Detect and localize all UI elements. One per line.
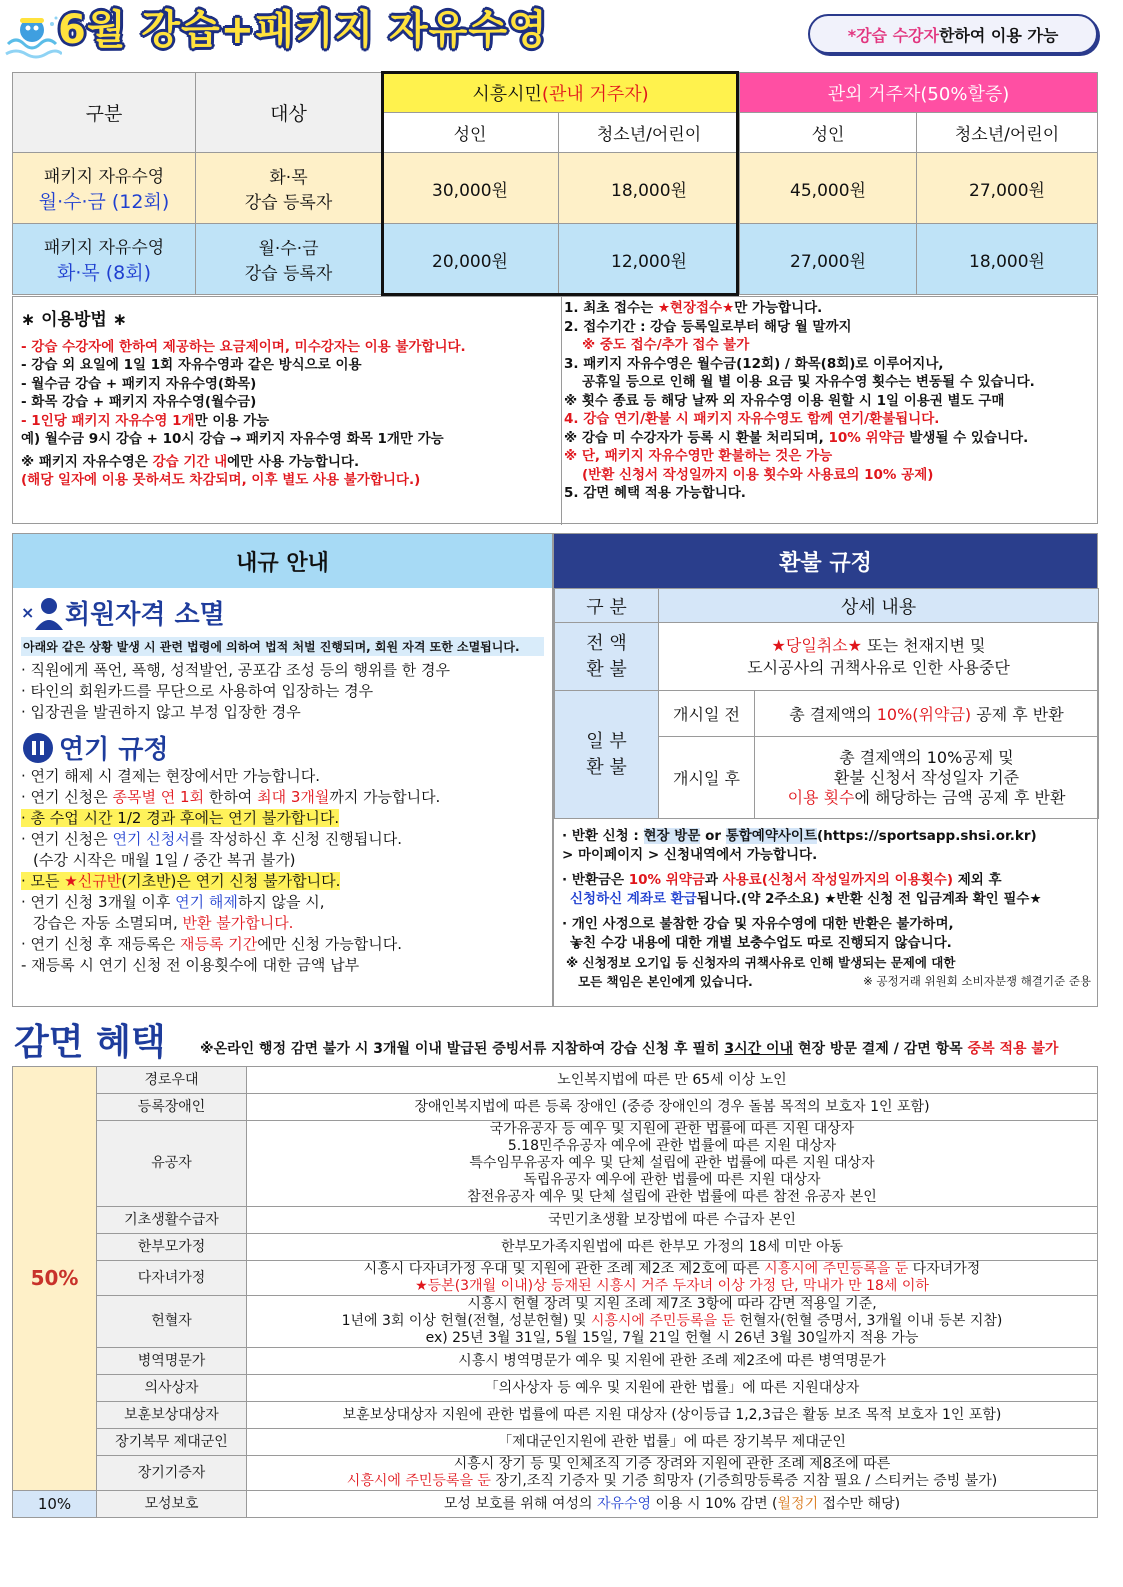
discount-desc: 「제대군인지원에 관한 법률」에 따른 장기복무 제대군인 <box>247 1429 1098 1456</box>
delay-item <box>21 892 544 913</box>
note-fragment: ※ 공정거래 위원회 소비자분쟁 해결기준 준용 <box>863 974 1091 988</box>
detail-fragment: 이용 횟수 <box>787 787 855 807</box>
usage-line: (해당 일자에 이용 못하셔도 차감되며, 이후 별도 사용 불가합니다.) <box>21 472 421 488</box>
usage-line: ※ 횟수 종료 등 해당 날짜 외 자유수영 이용 원할 시 1일 이용권 별도 구매 <box>564 392 1005 409</box>
discount-desc: 장애인복지법에 따른 등록 장애인 (중증 장애인의 경우 돌봄 목적의 보호자 1인 포함) <box>247 1094 1098 1121</box>
refund-banner: 환불 규정 <box>554 534 1097 588</box>
delay-heading-text: 연기 규정 <box>59 735 169 765</box>
desc-line: ex) 25년 3월 31일, 5월 15일, 7월 21일 헌혈 시 26년 3월 30일까지 적용 가능 <box>425 1330 919 1346</box>
note-fragment: · 반환금은 <box>562 872 629 888</box>
note-fragment: 3시간 이내 <box>724 1041 794 1057</box>
delay-item <box>21 913 544 934</box>
notice-highlight: *강습 수강자 <box>847 25 939 45</box>
target-label: 강습 등록자 <box>244 264 333 284</box>
member-item: · 직원에게 폭언, 폭행, 성적발언, 공포감 조성 등의 행위를 한 경우 <box>21 661 451 679</box>
desc-fragment: 자유수영 <box>596 1495 652 1512</box>
label-line: 일 부 <box>586 730 627 752</box>
delay-fragment: ★신규반 <box>64 872 122 890</box>
table-row <box>13 1402 1098 1429</box>
discount-category: 모성보호 <box>97 1491 247 1518</box>
delay-fragment: · 연기 신청은 <box>21 788 113 806</box>
discount-category: 병역명문가 <box>97 1348 247 1375</box>
discount-desc <box>247 1261 1098 1296</box>
refund-note: > 마이페이지 > 신청내역에서 가능합니다. <box>562 847 818 863</box>
row-target <box>196 224 382 295</box>
discount-category: 유공자 <box>97 1121 247 1207</box>
usage-line: - 화목 강습 + 패키지 자유수영(월수금) <box>21 394 257 410</box>
desc-line: 특수임무유공자 예우 및 단체 설립에 관한 법률에 따른 지원 대상자 <box>469 1155 875 1171</box>
row-name: 패키지 자유수영 <box>43 238 165 258</box>
desc-fragment: 장기,조직 기증자 및 기증 희망자 (기증희망등록증 지참 필요 / 스티커는 증빙 불가) <box>490 1473 998 1489</box>
full-refund-detail <box>659 623 1099 691</box>
delay-heading <box>21 729 544 766</box>
usage-line: 2. 접수기간 : 강습 등록일로부터 해당 월 말까지 <box>564 318 852 335</box>
header-youth: 청소년/어린이 <box>917 113 1098 153</box>
label-line: 환 불 <box>586 658 627 680</box>
delay-item <box>21 871 544 892</box>
delay-fragment: · 총 수업 시간 1/2 경과 후에는 연기 불가합니다. <box>21 809 340 827</box>
delay-item <box>21 829 544 850</box>
price-cell: 20,000원 <box>382 224 559 295</box>
refund-note: · 개인 사정으로 불참한 강습 및 자유수영에 대한 반환은 불가하며, <box>562 916 954 932</box>
usage-line: ※ 중도 접수/추가 접수 불가 <box>582 337 750 353</box>
usage-line <box>21 412 561 431</box>
row-category <box>13 153 196 224</box>
discount-50-percent: 50% <box>13 1067 97 1491</box>
usage-line: - 월수금 강습 + 패키지 자유수영(화목) <box>21 375 257 392</box>
desc-line: ★등본(3개월 이내)상 등재된 시흥시 거주 두자녀 이상 가정 단, 막내가 만 18세 이하 <box>415 1278 929 1294</box>
desc-fragment: 다자녀가정 <box>908 1261 981 1277</box>
usage-left <box>21 311 561 490</box>
usage-line <box>564 299 1094 318</box>
refund-col-category: 구 분 <box>555 589 659 623</box>
member-heading <box>21 594 544 631</box>
refund-table <box>554 588 1099 819</box>
note-fragment: 중복 적용 불가 <box>967 1041 1059 1057</box>
desc-fragment: 시흥시에 주민등록을 둔 <box>764 1261 909 1277</box>
delay-fragment: 반환 불가합니다. <box>182 914 294 932</box>
refund-panel <box>553 533 1098 1007</box>
discount-category: 등록장애인 <box>97 1094 247 1121</box>
desc-line: 독립유공자 예우에 관한 법률에 따른 지원 대상자 <box>523 1172 821 1188</box>
desc-fragment: 시흥시 다자녀가정 우대 및 지원에 관한 조례 제2조 제2호에 따른 <box>363 1261 765 1277</box>
detail-line: 총 결제액의 10%공제 및 <box>839 747 1014 767</box>
delay-fragment: 를 작성하신 후 신청 진행됩니다. <box>189 830 402 848</box>
before-start-label: 개시일 전 <box>659 691 755 737</box>
full-refund-label <box>555 623 659 691</box>
detail-fragment: 에 해당하는 금액 공제 후 반환 <box>854 787 1066 807</box>
member-item: · 입장권을 발권하지 않고 부정 입장한 경우 <box>21 703 301 721</box>
table-row <box>13 1429 1098 1456</box>
delay-fragment: 하지 않을 시, <box>237 893 325 911</box>
usage-fragment: 10% 위약금 <box>828 429 905 446</box>
desc-line: 시흥시 장기 등 및 인체조직 기증 장려와 지원에 관한 조례 제8조에 따른 <box>453 1456 891 1472</box>
desc-fragment: 월정기 <box>777 1495 819 1512</box>
after-start-detail <box>755 737 1099 819</box>
usage-fragment: ★현장접수★ <box>657 300 735 316</box>
delay-fragment: 재등록 기간 <box>180 935 258 953</box>
price-cell: 18,000원 <box>917 224 1098 295</box>
desc-fragment: 헌혈자(헌혈 증명서, 3개월 이내 등본 지참) <box>735 1313 1003 1329</box>
header-adult: 성인 <box>382 113 559 153</box>
discount-desc: 「의사상자 등 예우 및 지원에 관한 법률」에 따른 지원대상자 <box>247 1375 1098 1402</box>
usage-line: 4. 강습 연기/환불 시 패키지 자유수영도 함께 연기/환불됩니다. <box>564 411 940 427</box>
discount-desc <box>247 1491 1098 1518</box>
notice-text: 한하여 이용 가능 <box>938 25 1059 45</box>
delay-fragment: · 연기 신청 3개월 이후 <box>21 893 176 911</box>
desc-line <box>247 1473 1097 1490</box>
rules-banner: 내규 안내 <box>13 534 552 588</box>
person-remove-icon <box>21 596 65 630</box>
resident-highlight-frame <box>381 71 739 296</box>
price-cell: 18,000원 <box>559 153 740 224</box>
row-target <box>196 153 382 224</box>
desc-fragment: 이용 시 10% 감면 ( <box>651 1495 778 1512</box>
member-heading-text: 회원자격 소멸 <box>65 600 225 630</box>
table-row <box>13 1207 1098 1234</box>
usage-line: 공휴일 등으로 인해 월 별 이용 요금 및 자유수영 횟수는 변동될 수 있습니다. <box>582 374 1035 390</box>
partial-refund-label <box>555 691 659 819</box>
target-label: 강습 등록자 <box>244 193 333 213</box>
desc-fragment: 모성 보호를 위해 여성의 <box>443 1495 597 1512</box>
delay-fragment: 연기 해제 <box>175 893 238 911</box>
after-start-label: 개시일 후 <box>659 737 755 819</box>
discount-category: 기초생활수급자 <box>97 1207 247 1234</box>
discount-title: 감면 혜택 <box>14 1022 166 1063</box>
usage-line: - 강습 수강자에 한하여 제공하는 요금제이며, 미수강자는 이용 불가합니다. <box>21 338 466 355</box>
refund-note: ※ 신청정보 오기입 등 신청자의 귀책사유로 인해 발생되는 문제에 대한 <box>566 955 956 970</box>
detail-fragment: 10%(위약금) <box>876 705 972 724</box>
discount-category: 경로우대 <box>97 1067 247 1094</box>
table-row <box>13 1261 1098 1296</box>
usage-line: ※ 단, 패키지 자유수영만 환불하는 것은 가능 <box>564 448 833 464</box>
usage-line <box>564 429 1094 448</box>
discount-category: 다자녀가정 <box>97 1261 247 1296</box>
row-days: 화·목 (8회) <box>56 262 152 284</box>
delay-fragment: 최대 3개월 <box>257 788 330 806</box>
table-row <box>13 1348 1098 1375</box>
notice-badge <box>808 14 1098 54</box>
table-row <box>13 1067 1098 1094</box>
discount-note <box>200 1038 1058 1058</box>
refund-notes <box>554 819 1097 991</box>
usage-line: 예) 월수금 9시 강습 + 10시 강습 → 패키지 자유수영 화목 1개만 가능 <box>21 431 444 447</box>
discount-category: 보훈보상대상자 <box>97 1402 247 1429</box>
discount-category: 의사상자 <box>97 1375 247 1402</box>
detail-fragment: ★당일취소★ <box>771 635 863 655</box>
delay-fragment: · 연기 신청은 <box>21 830 113 848</box>
detail-fragment: 또는 천재지변 및 <box>862 635 986 655</box>
note-fragment: 사용료(신청서 작성일까지의 이용횟수) <box>722 872 953 888</box>
discount-desc: 노인복지법에 따른 만 65세 이상 노인 <box>247 1067 1098 1094</box>
note-fragment: 10% 위약금 <box>628 872 705 888</box>
header-category: 구분 <box>13 73 196 153</box>
usage-fragment: - 1인당 <box>21 412 67 429</box>
usage-fragment: 패키지 자유수영 1개 <box>66 412 195 429</box>
detail-fragment: 총 결제액의 <box>789 705 877 724</box>
target-days: 월·수·금 <box>258 239 319 259</box>
delay-item <box>21 787 544 808</box>
note-fragment: 과 <box>704 872 723 888</box>
discount-desc <box>247 1121 1098 1207</box>
note-fragment: 통합예약사이트 <box>725 828 818 844</box>
swimmer-mascot-icon <box>2 6 62 66</box>
svg-text:×: × <box>21 602 35 622</box>
header-nonresident: 관외 거주자(50%할증) <box>740 73 1098 113</box>
delay-fragment: 종목별 연 1회 <box>112 788 205 806</box>
refund-note <box>562 827 1091 846</box>
delay-item: (수강 시작은 매월 1일 / 중간 복귀 불가) <box>33 851 296 869</box>
delay-item: - 재등록 시 연기 신청 전 이용횟수에 대한 금액 납부 <box>21 956 360 974</box>
detail-line: 도시공사의 귀책사유로 인한 사용중단 <box>747 657 1010 677</box>
price-cell: 45,000원 <box>740 153 917 224</box>
price-cell: 12,000원 <box>559 224 740 295</box>
price-cell: 27,000원 <box>917 153 1098 224</box>
header-resident-main: 시흥시민 <box>472 83 542 105</box>
delay-item <box>21 934 544 955</box>
usage-heading: ∗ 이용방법 ∗ <box>21 310 128 330</box>
usage-fragment: ※ 패키지 자유수영은 <box>21 453 153 470</box>
note-fragment: ※온라인 행정 감면 불가 시 3개월 이내 발급된 증빙서류 지참하여 강습 신청 후 필히 <box>200 1041 725 1057</box>
header-adult: 성인 <box>740 113 917 153</box>
discount-desc: 보훈보상대상자 지원에 관한 법률에 따른 지원 대상자 (상이등급 1,2,3급은 활동 보조 목적 보호자 1인 포함) <box>247 1402 1098 1429</box>
member-intro: 아래와 같은 상황 발생 시 관련 법령에 의하여 법적 처벌 진행되며, 회원 자격 또한 소멸됩니다. <box>21 637 544 656</box>
label-line: 환 불 <box>586 756 627 778</box>
member-item: · 타인의 회원카드를 무단으로 사용하여 입장하는 경우 <box>21 682 374 700</box>
header-resident-sub: (관내 거주자) <box>541 83 649 105</box>
header-youth: 청소년/어린이 <box>559 113 740 153</box>
usage-fragment: 발생될 수 있습니다. <box>904 429 1029 446</box>
note-fragment: (https://sportsapp.shsi.or.kr) <box>817 828 1037 844</box>
delay-item: · 연기 해제 시 결제는 현장에서만 가능합니다. <box>21 767 320 785</box>
note-fragment: 됩니다.(약 2주소요) ★반환 신청 전 입금계좌 확인 필수★ <box>696 891 1042 907</box>
note-fragment: · 반환 신청 : <box>562 828 644 844</box>
refund-note <box>562 871 1091 890</box>
usage-line <box>21 453 561 472</box>
usage-line: (반환 신청서 작성일까지 이용 횟수와 사용료의 10% 공제) <box>582 466 934 483</box>
price-cell: 30,000원 <box>382 153 559 224</box>
delay-fragment: · 연기 신청 후 재등록은 <box>21 935 181 953</box>
desc-line: 5.18민주유공자 예우에 관한 법률에 따른 지원 대상자 <box>507 1138 837 1154</box>
usage-line: 3. 패키지 자유수영은 월수금(12회) / 화목(8회)로 이루어지나, <box>564 355 944 372</box>
desc-line: 참전유공자 예우 및 단체 설립에 관한 법률에 따른 참전 유공자 본인 <box>467 1189 877 1205</box>
refund-note <box>562 890 1091 909</box>
usage-fragment: 에만 사용 가능합니다. <box>227 453 360 470</box>
usage-fragment: 만 이용 가능 <box>194 412 270 429</box>
desc-fragment: 1년에 3회 이상 헌혈(전혈, 성분헌혈) 및 <box>341 1313 591 1329</box>
delay-fragment: 한하여 <box>204 788 258 806</box>
discount-10-percent: 10% <box>13 1491 97 1518</box>
usage-line: 5. 감면 혜택 적용 가능합니다. <box>564 485 746 501</box>
table-row <box>13 1375 1098 1402</box>
discount-table <box>12 1066 1098 1518</box>
note-fragment: or <box>700 828 726 844</box>
detail-fragment: 공제 후 반환 <box>971 705 1064 724</box>
table-row <box>13 1491 1098 1518</box>
usage-box <box>12 296 1098 524</box>
desc-line: 시흥시 헌혈 장려 및 지원 조례 제7조 3항에 따라 감면 적용일 기준, <box>467 1296 877 1312</box>
label-line: 전 액 <box>586 632 627 654</box>
usage-fragment: 만 가능합니다. <box>734 300 823 316</box>
header-target: 대상 <box>196 73 382 153</box>
before-start-detail <box>755 691 1099 737</box>
row-name: 패키지 자유수영 <box>43 167 165 187</box>
discount-desc <box>247 1456 1098 1491</box>
delay-fragment: 강습은 자동 소멸되며, <box>33 914 183 932</box>
desc-fragment: 접수만 해당) <box>818 1495 901 1512</box>
price-cell: 27,000원 <box>740 224 917 295</box>
note-fragment: 제외 후 <box>953 872 1002 888</box>
discount-category: 장기기증자 <box>97 1456 247 1491</box>
usage-right <box>564 299 1094 503</box>
desc-line <box>247 1261 1097 1278</box>
refund-note <box>562 972 1091 991</box>
table-row <box>13 1456 1098 1491</box>
usage-fragment: ※ 강습 미 수강자가 등록 시 환불 처리되며, <box>564 429 829 446</box>
refund-note: 놓친 수강 내용에 대한 개별 보충수업도 따로 진행되지 않습니다. <box>570 935 952 951</box>
note-fragment: 현장 방문 결제 / 감면 항목 <box>793 1041 968 1057</box>
table-row <box>13 1094 1098 1121</box>
desc-fragment: 시흥시에 주민등록을 둔 <box>590 1313 735 1329</box>
delay-fragment: 연기 신청서 <box>112 830 190 848</box>
desc-line <box>247 1313 1097 1330</box>
delay-fragment: · 모든 <box>21 872 65 890</box>
table-row <box>13 1121 1098 1207</box>
delay-item <box>21 808 544 829</box>
divider <box>561 297 562 525</box>
desc-fragment: 시흥시에 주민등록을 둔 <box>346 1473 491 1489</box>
row-days: 월·수·금 (12회) <box>38 191 170 213</box>
usage-fragment: 강습 기간 내 <box>152 453 228 470</box>
delay-fragment: 에만 신청 가능합니다. <box>257 935 402 953</box>
refund-col-detail: 상세 내용 <box>659 589 1099 623</box>
member-section <box>13 588 552 976</box>
detail-line: 환불 신청서 작성일자 기준 <box>833 767 1020 787</box>
page-title: 6월 강습+패키지 자유수영 <box>58 7 548 53</box>
rules-panel <box>12 533 553 1007</box>
usage-fragment: 1. 최초 접수는 <box>564 300 658 316</box>
target-days: 화·목 <box>269 168 308 188</box>
discount-category: 헌혈자 <box>97 1296 247 1348</box>
discount-category: 장기복무 제대군인 <box>97 1429 247 1456</box>
discount-desc: 시흥시 병역명문가 예우 및 지원에 관한 조례 제2조에 따른 병역명문가 <box>247 1348 1098 1375</box>
discount-category: 한부모가정 <box>97 1234 247 1261</box>
delay-fragment: (기초반)은 연기 신청 불가합니다. <box>121 872 341 890</box>
discount-desc: 국민기초생활 보장법에 따른 수급자 본인 <box>247 1207 1098 1234</box>
desc-line: 국가유공자 등 예우 및 지원에 관한 법률에 따른 지원 대상자 <box>489 1121 855 1137</box>
discount-desc: 한부모가족지원법에 따른 한부모 가정의 18세 미만 아동 <box>247 1234 1098 1261</box>
note-fragment: 신청하신 계좌로 환급 <box>570 891 697 907</box>
note-fragment: 현장 방문 <box>643 828 701 844</box>
table-row <box>13 1296 1098 1348</box>
discount-desc <box>247 1296 1098 1348</box>
table-row <box>13 1234 1098 1261</box>
row-category <box>13 224 196 295</box>
pause-icon <box>21 731 59 765</box>
delay-fragment: 까지 가능합니다. <box>329 788 441 806</box>
usage-line: - 강습 외 요일에 1일 1회 자유수영과 같은 방식으로 이용 <box>21 357 362 373</box>
note-fragment: 모든 책임은 본인에게 있습니다. <box>578 974 753 989</box>
